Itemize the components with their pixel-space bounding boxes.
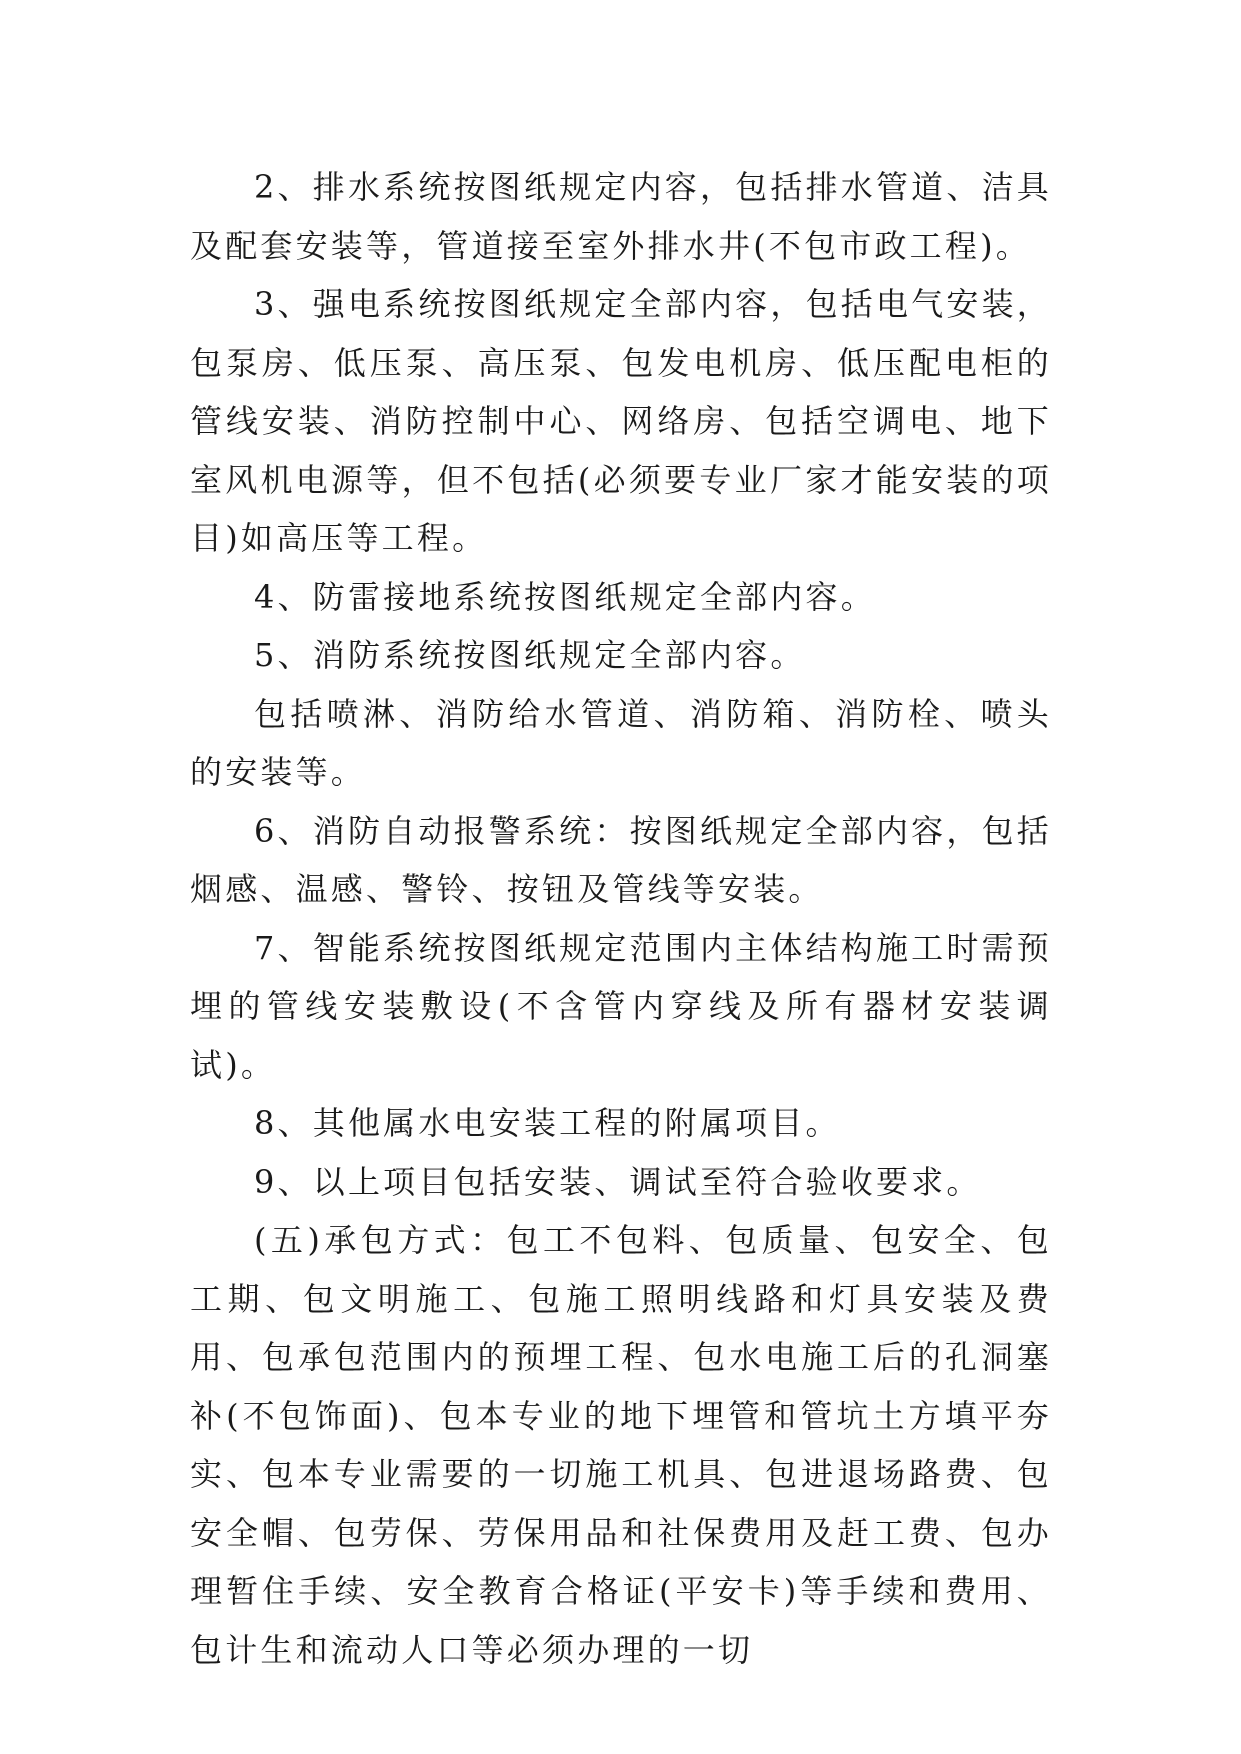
paragraph-acceptance: 9、以上项目包括安装、调试至符合验收要求。 <box>254 1162 982 1201</box>
paragraph-other-items: 8、其他属水电安装工程的附属项目。 <box>254 1104 841 1142</box>
paragraph-fire-system-detail: 包括喷淋、消防给水管道、消防箱、消防栓、喷头的安装等。 <box>190 694 1052 791</box>
paragraph-lightning-grounding: 4、防雷接地系统按图纸规定全部内容。 <box>254 577 876 616</box>
paragraph-fire-alarm: 6、消防自动报警系统：按图纸规定全部内容，包括烟感、温感、警铃、按钮及管线等安装。 <box>190 811 1052 908</box>
document-body <box>190 158 1052 1679</box>
paragraph-drainage: 2、排水系统按图纸规定内容，包括排水管道、洁具及配套安装等，管道接至室外排水井(不包市政工程)。 <box>190 168 1052 265</box>
paragraph-fire-system: 5、消防系统按图纸规定全部内容。 <box>254 636 806 674</box>
paragraph-strong-electric: 3、强电系统按图纸规定全部内容，包括电气安装，包泵房、低压泵、高压泵、包发电机房、低压配电柜的管线安装、消防控制中心、网络房、包括空调电、地下室风机电源等，但不包括(必须要专业厂家才能安装的项目)如高压等工程。 <box>190 285 1052 557</box>
paragraph-contract-method: (五)承包方式：包工不包料、包质量、包安全、包工期、包文明施工、包施工照明线路和灯具安装及费用、包承包范围内的预埋工程、包水电施工后的孔洞塞补(不包饰面)、包本专业的地下埋管和管坑土方填平夯实、包本专业需要的一切施工机具、包进退场路费、包安全帽、包劳保、劳保用品和社保费用及赶工费、包办理暂住手续、安全教育合格证(平安卡)等手续和费用、包计生和流动人口等必须办理的一切 <box>190 1221 1052 1669</box>
paragraph-intelligent-system: 7、智能系统按图纸规定范围内主体结构施工时需预埋的管线安装敷设(不含管内穿线及所有器材安装调试)。 <box>190 928 1052 1084</box>
